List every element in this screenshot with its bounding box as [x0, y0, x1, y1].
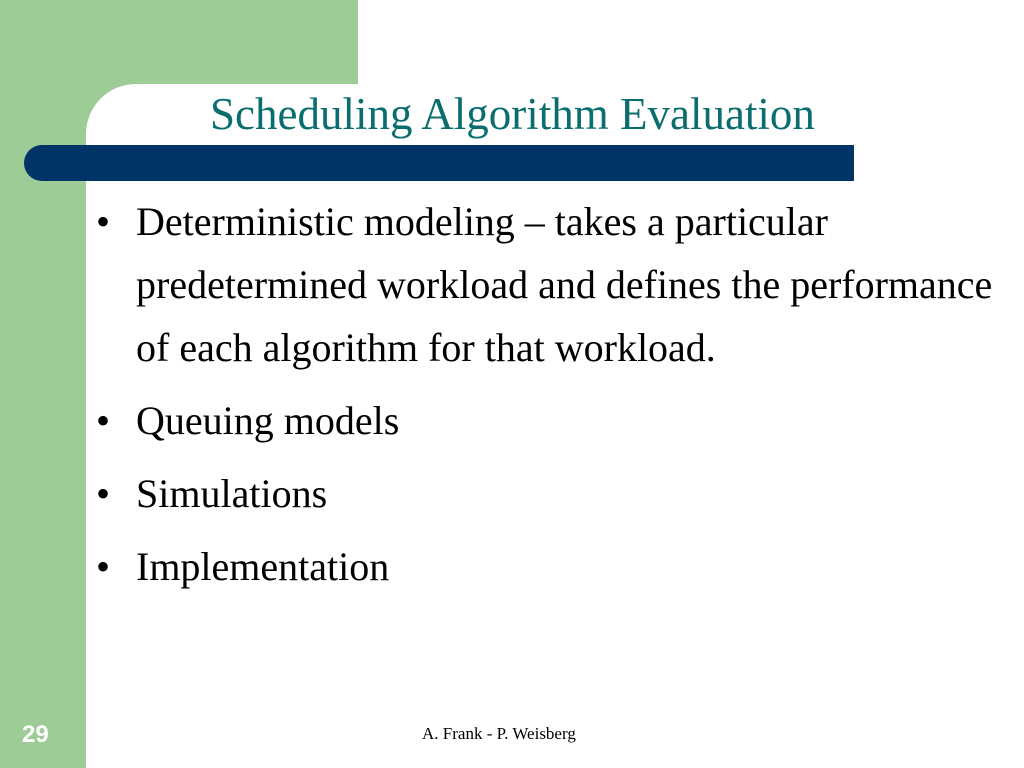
title-underline-bar — [24, 145, 854, 181]
bullet-point: • — [96, 199, 111, 244]
bullet-point: • — [96, 471, 111, 516]
list-item — [96, 190, 1016, 379]
footer-author: A. Frank - P. Weisberg — [422, 724, 576, 743]
list-item — [96, 389, 1016, 452]
bullet-point: • — [96, 544, 111, 589]
bullet-text: Simulations — [136, 471, 328, 516]
list-item — [96, 462, 1016, 525]
bullet-point: • — [96, 398, 111, 443]
list-item — [96, 535, 1016, 598]
bullet-text: Implementation — [136, 544, 390, 589]
slide-title: Scheduling Algorithm Evaluation — [210, 89, 815, 139]
slide-number: 29 — [22, 721, 49, 748]
bullet-list — [96, 190, 1016, 608]
bullet-text: Deterministic modeling – takes a particular predetermined workload and defines the performance of each algorithm for that workload. — [136, 199, 993, 370]
bullet-text: Queuing models — [136, 398, 400, 443]
